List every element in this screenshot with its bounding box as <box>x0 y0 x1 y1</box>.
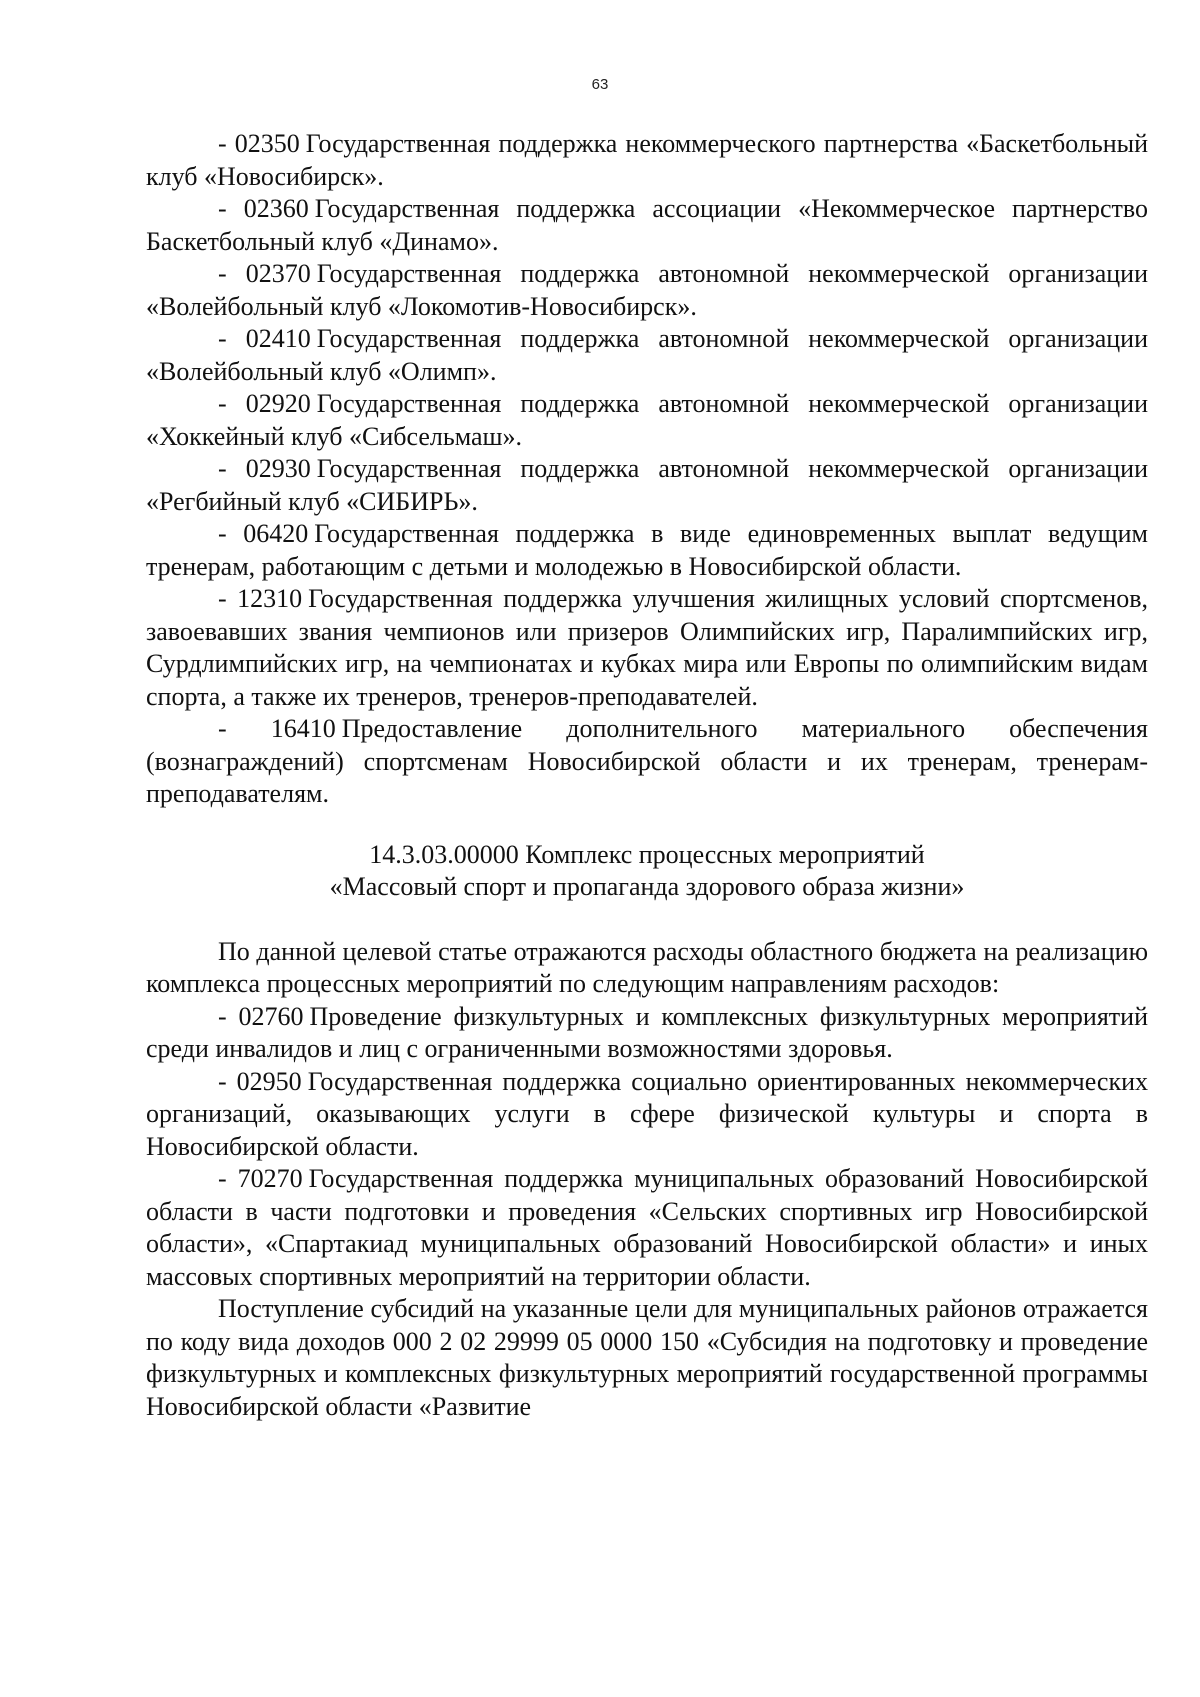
list-item <box>146 1163 1148 1293</box>
list-item <box>146 453 1148 518</box>
page-content <box>146 128 1148 1423</box>
list-item <box>146 323 1148 388</box>
item-text: Предоставление дополнительного материального обеспечения (вознаграждений) спортсменам Новосибирской области и их тренерам, тренерам-преподавателям. <box>146 714 1148 808</box>
list-item <box>146 258 1148 323</box>
expense-code: - 02920 <box>218 389 311 418</box>
item-text: Государственная поддержка некоммерческого партнерства «Баскетбольный клуб «Новосибирск». <box>146 129 1148 191</box>
expense-code: - 02950 <box>218 1066 302 1096</box>
item-text: Государственная поддержка улучшения жилищных условий спортсменов, завоевавших звания чемпионов или призеров Олимпийских игр, Паралимпийских игр, Сурдлимпийских игр, на чемпионатах и кубках мира или Европы по олимпийским видам спорта, а также их тренеров, тренеров-преподавателей. <box>146 584 1148 711</box>
list-item <box>146 1066 1148 1164</box>
item-text: Государственная поддержка ассоциации «Некоммерческое партнерство Баскетбольный клуб «Динамо». <box>146 194 1148 256</box>
intro-paragraph: По данной целевой статье отражаются расходы областного бюджета на реализацию комплекса процессных мероприятий по следующим направлениям расходов: <box>146 936 1148 998</box>
expense-code: - 02350 <box>218 129 300 158</box>
expense-code: - 02760 <box>218 1001 304 1031</box>
list-item <box>146 193 1148 258</box>
list-item <box>146 1001 1148 1066</box>
list-item <box>146 713 1148 811</box>
expense-code: - 12310 <box>218 584 303 613</box>
item-text: Государственная поддержка муниципальных образований Новосибирской области в части подготовки и проведения «Сельских спортивных игр Новосибирской области», «Спартакиад муниципальных образований Новосибирской области» и иных массовых спортивных мероприятий на территории области. <box>146 1164 1148 1291</box>
expense-code: - 02360 <box>218 194 309 223</box>
item-text: Государственная поддержка социально ориентированных некоммерческих организаций, оказывающих услуги в сфере физической культуры и спорта в Новосибирской области. <box>146 1066 1148 1161</box>
section-heading-line1: 14.3.03.00000 Комплекс процессных мероприятий <box>369 839 925 869</box>
list-item <box>146 388 1148 453</box>
list-item <box>146 518 1148 583</box>
item-text: Государственная поддержка автономной некоммерческой организации «Хоккейный клуб «Сибсельмаш». <box>146 389 1148 451</box>
item-text: Государственная поддержка автономной некоммерческой организации «Волейбольный клуб «Локомотив-Новосибирск». <box>146 259 1148 321</box>
list-item <box>146 583 1148 713</box>
list-item <box>146 128 1148 193</box>
section-heading <box>146 839 1148 904</box>
expense-code: - 02370 <box>218 259 311 288</box>
expense-code: - 06420 <box>218 519 309 548</box>
item-text: Проведение физкультурных и комплексных физкультурных мероприятий среди инвалидов и лиц с ограниченными возможностями здоровья. <box>146 1001 1148 1063</box>
expense-code: - 02930 <box>218 454 311 483</box>
section-heading-line2: «Массовый спорт и пропаганда здорового образа жизни» <box>329 872 965 901</box>
expense-code: - 02410 <box>218 324 311 353</box>
expense-code: - 70270 <box>218 1164 303 1193</box>
item-text: Государственная поддержка в виде единовременных выплат ведущим тренерам, работающим с детьми и молодежью в Новосибирской области. <box>146 519 1148 581</box>
page-number: 63 <box>591 76 609 93</box>
closing-paragraph: Поступление субсидий на указанные цели для муниципальных районов отражается по коду вида доходов 000 2 02 29999 05 0000 150 «Субсидия на подготовку и проведение физкультурных и комплексных физкультурных мероприятий государственной программы Новосибирской области «Развитие <box>146 1294 1148 1421</box>
item-text: Государственная поддержка автономной некоммерческой организации «Регбийный клуб «СИБИРЬ». <box>146 454 1148 516</box>
expense-code: - 16410 <box>218 714 336 743</box>
item-text: Государственная поддержка автономной некоммерческой организации «Волейбольный клуб «Олимп». <box>146 324 1148 386</box>
